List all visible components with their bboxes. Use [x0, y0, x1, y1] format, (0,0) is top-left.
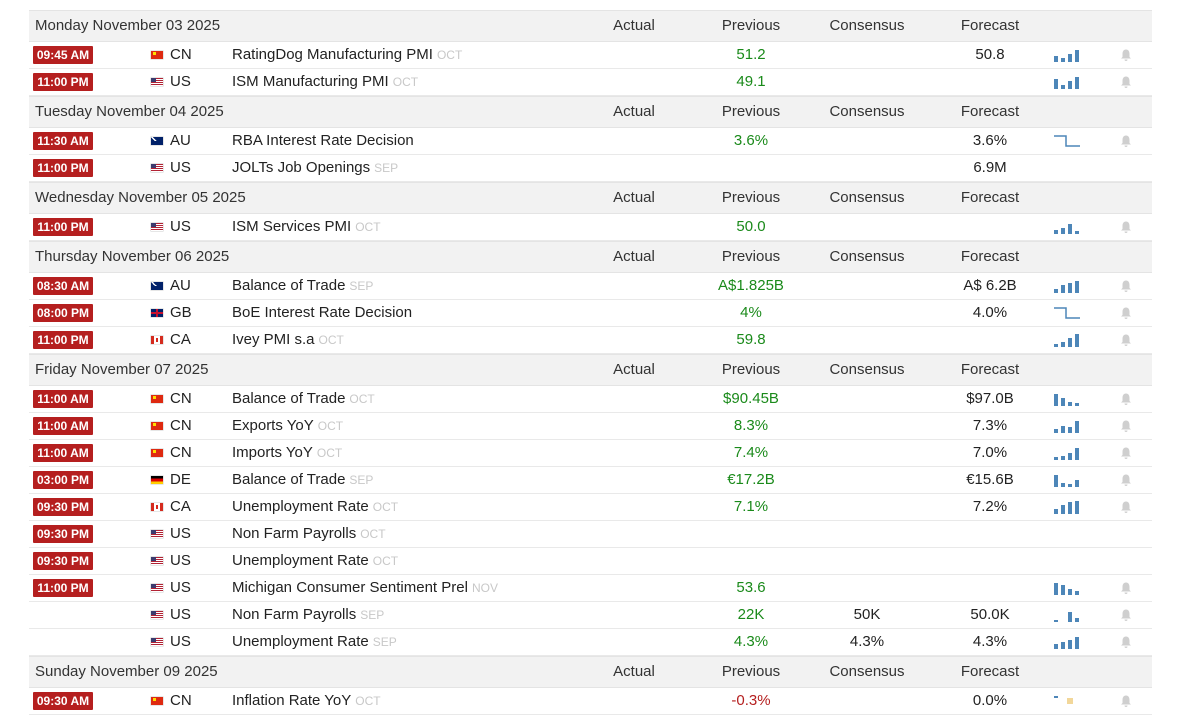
event-cell [232, 273, 373, 299]
sparkline-chart[interactable] [1053, 634, 1081, 650]
previous-value: 22K [737, 606, 765, 623]
day-date: Monday November 03 2025 [35, 17, 221, 34]
sparkline-bar [1068, 283, 1072, 293]
sparkline-bar [1075, 403, 1079, 406]
forecast-value: €15.6B [966, 471, 1014, 488]
sparkline-bar [1054, 620, 1058, 622]
sparkline-bar [1068, 640, 1072, 649]
country-code: US [170, 552, 191, 569]
reference-period: OCT [436, 48, 463, 62]
event-name-link[interactable]: RBA Interest Rate Decision [232, 132, 414, 149]
bell-icon[interactable] [1119, 392, 1133, 406]
column-header-forecast: Forecast [960, 17, 1020, 34]
time-badge: 11:00 PM [33, 73, 93, 91]
reference-period: OCT [360, 527, 386, 541]
sparkline-bar [1075, 334, 1079, 347]
sparkline-bar [1061, 58, 1065, 62]
bell-icon[interactable] [1119, 75, 1133, 89]
country-code: CA [170, 331, 191, 348]
sparkline-bar [1061, 456, 1065, 460]
day-date: Thursday November 06 2025 [35, 248, 230, 265]
event-name-link[interactable]: Inflation Rate YoY [232, 692, 352, 709]
event-name-link[interactable]: ISM Manufacturing PMI [232, 73, 389, 90]
sparkline-bar [1054, 344, 1058, 347]
country-code: CA [170, 498, 191, 515]
sparkline-chart[interactable] [1053, 607, 1081, 623]
event-cell [232, 688, 381, 714]
sparkline-bar-highlight [1067, 698, 1073, 704]
bell-icon[interactable] [1119, 473, 1133, 487]
country-code: US [170, 579, 191, 596]
sparkline-chart[interactable] [1053, 219, 1081, 235]
column-header-actual: Actual [613, 103, 655, 120]
event-name-link[interactable]: Ivey PMI s.a [232, 331, 315, 348]
column-header-previous: Previous [721, 189, 781, 206]
table-row[interactable] [29, 273, 1152, 300]
flag-us-icon [151, 164, 163, 172]
sparkline-bar [1068, 54, 1072, 62]
sparkline-chart[interactable] [1053, 74, 1081, 90]
sparkline-bar [1054, 509, 1058, 514]
sparkline-bar [1075, 637, 1079, 649]
event-name-link[interactable]: Unemployment Rate [232, 552, 369, 569]
country-code: US [170, 73, 191, 90]
sparkline-bar [1061, 228, 1065, 234]
day-date: Friday November 07 2025 [35, 361, 209, 378]
sparkline-chart[interactable] [1053, 580, 1081, 596]
column-header-actual: Actual [613, 189, 655, 206]
event-cell [232, 575, 498, 601]
column-header-forecast: Forecast [960, 248, 1020, 265]
sparkline-bar [1068, 81, 1072, 89]
event-cell [232, 214, 381, 240]
sparkline-bar [1054, 583, 1058, 595]
event-cell [232, 521, 386, 547]
previous-value: 7.1% [733, 498, 769, 515]
event-cell [232, 467, 373, 493]
time-badge: 11:00 PM [33, 218, 93, 236]
reference-period: OCT [355, 694, 381, 708]
event-cell [232, 629, 397, 655]
bell-icon[interactable] [1119, 635, 1133, 649]
sparkline-chart[interactable] [1053, 693, 1081, 709]
column-header-forecast: Forecast [960, 103, 1020, 120]
flag-us-icon [151, 638, 163, 646]
column-header-actual: Actual [613, 361, 655, 378]
sparkline-chart[interactable] [1053, 391, 1081, 407]
sparkline-bar [1054, 429, 1058, 433]
sparkline-bar [1075, 231, 1079, 234]
sparkline-bar [1075, 591, 1079, 595]
forecast-value: 0.0% [972, 692, 1008, 709]
time-badge: 11:00 AM [33, 417, 93, 435]
bell-icon[interactable] [1119, 333, 1133, 347]
forecast-value: 3.6% [972, 132, 1008, 149]
forecast-value: 7.2% [972, 498, 1008, 515]
table-row[interactable] [29, 128, 1152, 155]
column-header-previous: Previous [721, 361, 781, 378]
sparkline-bar [1061, 642, 1065, 649]
previous-value: $90.45B [723, 390, 779, 407]
event-name-link[interactable]: Imports YoY [232, 444, 313, 461]
time-badge: 03:00 PM [33, 471, 93, 489]
column-header-actual: Actual [613, 663, 655, 680]
table-row[interactable] [29, 300, 1152, 327]
table-row[interactable] [29, 521, 1152, 548]
reference-period: NOV [471, 581, 498, 595]
flag-cn-icon [151, 697, 163, 705]
forecast-value: A$ 6.2B [963, 277, 1017, 294]
flag-us-icon [151, 584, 163, 592]
event-name-link[interactable]: Non Farm Payrolls [232, 525, 357, 542]
country-code: US [170, 159, 191, 176]
country-code: CN [170, 444, 192, 461]
table-row[interactable] [29, 575, 1152, 602]
sparkline-chart[interactable] [1053, 418, 1081, 434]
flag-ca-icon [151, 336, 163, 344]
time-badge: 09:30 AM [33, 692, 93, 710]
time-badge: 11:00 PM [33, 159, 93, 177]
sparkline-chart[interactable] [1053, 472, 1081, 488]
forecast-value: $97.0B [966, 390, 1014, 407]
sparkline-bar [1068, 224, 1072, 234]
column-header-consensus: Consensus [829, 361, 905, 378]
day-header [29, 10, 1152, 42]
event-name-link[interactable]: ISM Services PMI [232, 218, 352, 235]
column-header-consensus: Consensus [829, 663, 905, 680]
sparkline-bar [1054, 644, 1058, 649]
table-row[interactable] [29, 629, 1152, 656]
flag-us-icon [151, 557, 163, 565]
sparkline-chart[interactable] [1053, 47, 1081, 63]
previous-value: 3.6% [733, 132, 769, 149]
sparkline-bar [1061, 398, 1065, 406]
sparkline-bar [1068, 427, 1072, 433]
table-row[interactable] [29, 386, 1152, 413]
sparkline-bar [1075, 618, 1079, 622]
sparkline-step-line [1054, 136, 1080, 146]
sparkline-chart[interactable] [1053, 305, 1081, 321]
time-badge: 11:00 PM [33, 331, 93, 349]
time-badge: 11:00 PM [33, 579, 93, 597]
table-row[interactable] [29, 214, 1152, 241]
bell-icon[interactable] [1119, 220, 1133, 234]
table-row[interactable] [29, 548, 1152, 575]
previous-value: A$1.825B [718, 277, 784, 294]
sparkline-chart[interactable] [1053, 133, 1081, 149]
flag-cn-icon [151, 449, 163, 457]
day-date: Sunday November 09 2025 [35, 663, 218, 680]
event-cell [232, 413, 343, 439]
event-name-link[interactable]: RatingDog Manufacturing PMI [232, 46, 433, 63]
event-name-link[interactable]: Unemployment Rate [232, 498, 369, 515]
sparkline-bar [1054, 475, 1058, 487]
sparkline-bar [1068, 589, 1072, 595]
bell-icon[interactable] [1119, 694, 1133, 708]
day-header [29, 241, 1152, 273]
bell-icon[interactable] [1119, 581, 1133, 595]
table-row[interactable] [29, 42, 1152, 69]
event-cell [232, 128, 414, 154]
previous-value: 59.8 [736, 331, 766, 348]
flag-de-icon [151, 476, 163, 484]
sparkline-chart[interactable] [1053, 278, 1081, 294]
event-cell [232, 440, 342, 466]
flag-au-icon [151, 282, 163, 290]
event-name-link[interactable]: Non Farm Payrolls [232, 606, 357, 623]
column-header-forecast: Forecast [960, 663, 1020, 680]
previous-value: 8.3% [733, 417, 769, 434]
forecast-value: 4.0% [972, 304, 1008, 321]
column-header-consensus: Consensus [829, 189, 905, 206]
time-badge: 09:30 PM [33, 525, 93, 543]
sparkline-bar [1061, 505, 1065, 514]
column-header-consensus: Consensus [829, 248, 905, 265]
sparkline-bar [1075, 480, 1079, 487]
country-code: US [170, 218, 191, 235]
table-row[interactable] [29, 440, 1152, 467]
reference-period: OCT [316, 446, 343, 460]
event-name-link[interactable]: Balance of Trade [232, 471, 346, 488]
day-header [29, 656, 1152, 688]
sparkline-bar [1068, 402, 1072, 406]
event-cell [232, 155, 398, 181]
country-code: DE [170, 471, 191, 488]
time-badge: 09:30 PM [33, 498, 93, 516]
flag-cn-icon [151, 51, 163, 59]
bell-icon[interactable] [1119, 446, 1133, 460]
day-date: Tuesday November 04 2025 [35, 103, 224, 120]
country-code: US [170, 606, 191, 623]
event-cell [232, 548, 398, 574]
sparkline-bar [1061, 585, 1065, 595]
sparkline-bar [1054, 79, 1058, 89]
time-badge: 08:30 AM [33, 277, 93, 295]
reference-period: OCT [392, 75, 419, 89]
time-badge: 11:00 AM [33, 444, 93, 462]
country-code: CN [170, 390, 192, 407]
column-header-forecast: Forecast [960, 189, 1020, 206]
previous-value: 49.1 [736, 73, 766, 90]
flag-cn-icon [151, 422, 163, 430]
table-row[interactable] [29, 467, 1152, 494]
bell-icon[interactable] [1119, 500, 1133, 514]
sparkline-bar [1054, 56, 1058, 62]
previous-value: -0.3% [731, 692, 771, 709]
table-row[interactable] [29, 69, 1152, 96]
time-badge: 09:45 AM [33, 46, 93, 64]
sparkline-bar [1075, 501, 1079, 514]
sparkline-bar [1061, 285, 1065, 293]
sparkline-bar [1075, 421, 1079, 433]
time-badge: 11:00 AM [33, 390, 93, 408]
flag-gb-icon [151, 309, 163, 317]
reference-period: OCT [317, 419, 344, 433]
sparkline-bar [1061, 85, 1065, 89]
sparkline-bar [1054, 230, 1058, 234]
flag-au-icon [151, 137, 163, 145]
event-name-link[interactable]: Michigan Consumer Sentiment Prel [232, 579, 468, 596]
country-code: GB [170, 304, 192, 321]
sparkline-bar [1061, 483, 1065, 487]
bell-icon[interactable] [1119, 279, 1133, 293]
bell-icon[interactable] [1119, 608, 1133, 622]
sparkline-chart[interactable] [1053, 499, 1081, 515]
reference-period: OCT [349, 392, 375, 406]
table-row[interactable] [29, 494, 1152, 521]
country-code: CN [170, 46, 192, 63]
sparkline-bar [1054, 394, 1058, 406]
previous-value: 7.4% [733, 444, 769, 461]
event-name-link[interactable]: Unemployment Rate [232, 633, 369, 650]
event-cell [232, 300, 412, 326]
bell-icon[interactable] [1119, 134, 1133, 148]
event-cell [232, 602, 384, 628]
time-badge: 08:00 PM [33, 304, 93, 322]
sparkline-bar [1054, 289, 1058, 293]
column-header-previous: Previous [721, 103, 781, 120]
reference-period: OCT [372, 554, 399, 568]
sparkline-bar [1068, 484, 1072, 487]
country-code: CN [170, 417, 192, 434]
time-badge: 09:30 PM [33, 552, 93, 570]
day-date: Wednesday November 05 2025 [35, 189, 246, 206]
column-header-forecast: Forecast [960, 361, 1020, 378]
sparkline-bar [1054, 696, 1058, 698]
bell-icon[interactable] [1119, 306, 1133, 320]
column-header-consensus: Consensus [829, 103, 905, 120]
previous-value: 4.3% [733, 633, 769, 650]
flag-us-icon [151, 78, 163, 86]
column-header-previous: Previous [721, 17, 781, 34]
consensus-value: 50K [853, 606, 881, 623]
previous-value: 51.2 [736, 46, 766, 63]
forecast-value: 50.0K [970, 606, 1010, 623]
sparkline-bar [1068, 338, 1072, 347]
reference-period: OCT [318, 333, 344, 347]
event-name-link[interactable]: Balance of Trade [232, 277, 346, 294]
previous-value: 53.6 [736, 579, 766, 596]
sparkline-chart[interactable] [1053, 332, 1081, 348]
day-header [29, 354, 1152, 386]
bell-icon[interactable] [1119, 419, 1133, 433]
country-code: US [170, 633, 191, 650]
event-name-link[interactable]: BoE Interest Rate Decision [232, 304, 413, 321]
sparkline-bar [1075, 77, 1079, 89]
economic-calendar [29, 10, 1152, 715]
flag-us-icon [151, 223, 163, 231]
forecast-value: 4.3% [972, 633, 1008, 650]
column-header-actual: Actual [613, 17, 655, 34]
event-cell [232, 69, 418, 95]
time-badge: 11:30 AM [33, 132, 93, 150]
flag-ca-icon [151, 503, 163, 511]
day-header [29, 96, 1152, 128]
column-header-consensus: Consensus [829, 17, 905, 34]
sparkline-bar [1061, 426, 1065, 433]
country-code: CN [170, 692, 192, 709]
column-header-actual: Actual [613, 248, 655, 265]
consensus-value: 4.3% [849, 633, 885, 650]
forecast-value: 6.9M [973, 159, 1007, 176]
event-cell [232, 494, 398, 520]
sparkline-step-line [1054, 308, 1080, 318]
event-name-link[interactable]: Balance of Trade [232, 390, 346, 407]
flag-us-icon [151, 530, 163, 538]
sparkline-bar [1061, 342, 1065, 347]
country-code: AU [170, 277, 191, 294]
table-row[interactable] [29, 602, 1152, 629]
reference-period: SEP [372, 635, 397, 649]
sparkline-bar [1068, 453, 1072, 460]
reference-period: SEP [360, 608, 385, 622]
forecast-value: 7.3% [972, 417, 1008, 434]
sparkline-chart[interactable] [1053, 445, 1081, 461]
sparkline-bar [1075, 281, 1079, 293]
table-row[interactable] [29, 688, 1152, 715]
event-cell [232, 386, 375, 412]
forecast-value: 7.0% [972, 444, 1008, 461]
column-header-previous: Previous [721, 663, 781, 680]
sparkline-bar [1075, 50, 1079, 62]
column-header-previous: Previous [721, 248, 781, 265]
bell-icon[interactable] [1119, 48, 1133, 62]
flag-cn-icon [151, 395, 163, 403]
sparkline-bar [1068, 612, 1072, 622]
sparkline-bar [1068, 502, 1072, 514]
table-row[interactable] [29, 327, 1152, 354]
country-code: US [170, 525, 191, 542]
reference-period: OCT [355, 220, 381, 234]
event-name-link[interactable]: JOLTs Job Openings [232, 159, 371, 176]
reference-period: OCT [372, 500, 399, 514]
flag-us-icon [151, 611, 163, 619]
event-cell [232, 327, 344, 353]
reference-period: SEP [374, 161, 399, 175]
country-code: AU [170, 132, 191, 149]
reference-period: SEP [349, 473, 374, 487]
day-header [29, 182, 1152, 214]
table-row[interactable] [29, 413, 1152, 440]
previous-value: 50.0 [736, 218, 766, 235]
sparkline-bar [1054, 457, 1058, 460]
event-cell [232, 42, 462, 68]
forecast-value: 50.8 [975, 46, 1005, 63]
event-name-link[interactable]: Exports YoY [232, 417, 314, 434]
reference-period: SEP [349, 279, 374, 293]
table-row[interactable] [29, 155, 1152, 182]
previous-value: €17.2B [727, 471, 775, 488]
sparkline-bar [1075, 448, 1079, 460]
previous-value: 4% [740, 304, 762, 321]
